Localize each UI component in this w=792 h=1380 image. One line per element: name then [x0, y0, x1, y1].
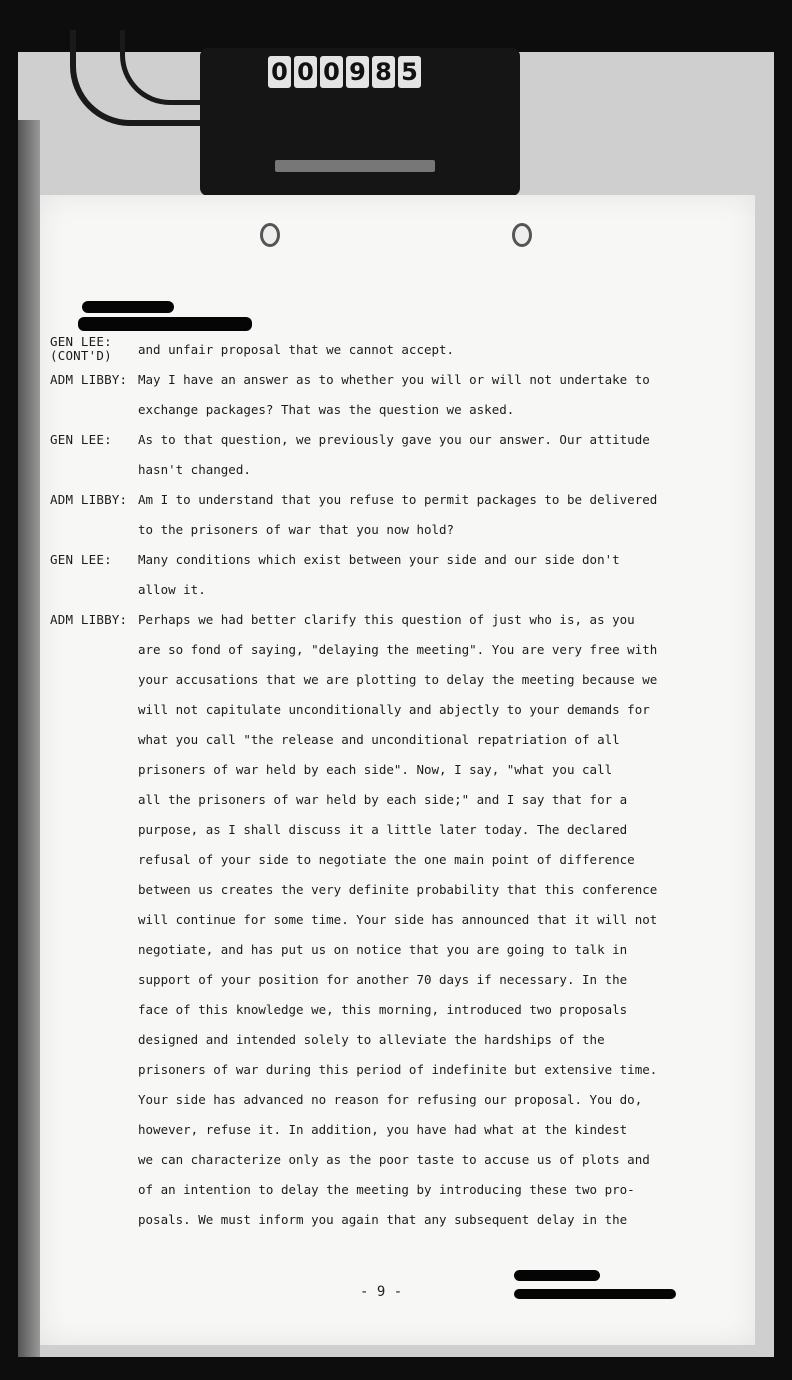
- transcript-entry: [50, 365, 710, 425]
- transcript-line: will continue for some time. Your side has announced that it will not: [138, 912, 658, 927]
- page-number: - 9 -: [360, 1284, 403, 1300]
- redaction-bar: [82, 301, 174, 313]
- speaker-label: GEN LEE:: [50, 432, 112, 447]
- transcript-entry: [50, 545, 710, 605]
- punch-hole: [512, 223, 532, 247]
- speaker-label: ADM LIBBY:: [50, 492, 128, 507]
- counter-digit: 0: [320, 56, 343, 88]
- transcript-line: May I have an answer as to whether you will or will not undertake to: [138, 372, 650, 387]
- transcript: [50, 335, 710, 1235]
- transcript-line: Perhaps we had better clarify this question of just who is, as you: [138, 612, 635, 627]
- transcript-entry: [50, 485, 710, 545]
- transcript-line: posals. We must inform you again that any subsequent delay in the: [138, 1212, 628, 1227]
- transcript-line: hasn't changed.: [138, 462, 251, 477]
- transcript-line: Am I to understand that you refuse to permit packages to be delivered: [138, 492, 658, 507]
- film-edge-shadow: [18, 120, 40, 1357]
- transcript-line: of an intention to delay the meeting by introducing these two pro-: [138, 1182, 635, 1197]
- transcript-line: however, refuse it. In addition, you have had what at the kindest: [138, 1122, 628, 1137]
- transcript-line: Many conditions which exist between your side and our side don't: [138, 552, 620, 567]
- transcript-line: your accusations that we are plotting to delay the meeting because we: [138, 672, 658, 687]
- transcript-line: all the prisoners of war held by each side;" and I say that for a: [138, 792, 628, 807]
- transcript-entry: [50, 425, 710, 485]
- counter-digit: 0: [268, 56, 291, 88]
- speaker-label: GEN LEE:: [50, 552, 112, 567]
- counter-label-plate: [275, 160, 435, 172]
- transcript-line: negotiate, and has put us on notice that you are going to talk in: [138, 942, 628, 957]
- redaction-bar: [78, 317, 252, 331]
- transcript-line: designed and intended solely to alleviate the hardships of the: [138, 1032, 605, 1047]
- speaker-name: GEN LEE:: [50, 334, 112, 349]
- counter-digit: 5: [398, 56, 421, 88]
- transcript-line: and unfair proposal that we cannot accept.: [138, 342, 455, 357]
- speaker-label: ADM LIBBY:: [50, 372, 128, 387]
- transcript-line: to the prisoners of war that you now hold?: [138, 522, 455, 537]
- transcript-line: prisoners of war during this period of indefinite but extensive time.: [138, 1062, 658, 1077]
- counter-digit: 8: [372, 56, 395, 88]
- punch-hole: [260, 223, 280, 247]
- counter-digit: 9: [346, 56, 369, 88]
- frame-counter-digits: [268, 56, 421, 88]
- transcript-line: prisoners of war held by each side". Now, I say, "what you call: [138, 762, 613, 777]
- counter-digit: 0: [294, 56, 317, 88]
- transcript-line: are so fond of saying, "delaying the meeting". You are very free with: [138, 642, 658, 657]
- transcript-entry: [50, 335, 710, 365]
- transcript-line: face of this knowledge we, this morning, introduced two proposals: [138, 1002, 628, 1017]
- transcript-line: purpose, as I shall discuss it a little later today. The declared: [138, 822, 628, 837]
- redaction-bar: [514, 1270, 600, 1281]
- transcript-line: we can characterize only as the poor taste to accuse us of plots and: [138, 1152, 650, 1167]
- transcript-line: Your side has advanced no reason for refusing our proposal. You do,: [138, 1092, 643, 1107]
- transcript-line: support of your position for another 70 days if necessary. In the: [138, 972, 628, 987]
- speaker-label: ADM LIBBY:: [50, 612, 128, 627]
- speaker-label: [50, 335, 138, 365]
- transcript-line: what you call "the release and unconditional repatriation of all: [138, 732, 620, 747]
- transcript-line: refusal of your side to negotiate the one main point of difference: [138, 852, 635, 867]
- transcript-line: exchange packages? That was the question we asked.: [138, 402, 515, 417]
- redaction-bar: [514, 1289, 676, 1299]
- transcript-line: allow it.: [138, 582, 206, 597]
- transcript-line: between us creates the very definite probability that this conference: [138, 882, 658, 897]
- transcript-line: will not capitulate unconditionally and abjectly to your demands for: [138, 702, 650, 717]
- transcript-entry: [50, 605, 710, 1235]
- transcript-line: As to that question, we previously gave you our answer. Our attitude: [138, 432, 650, 447]
- speaker-continued: (CONT'D): [50, 348, 112, 363]
